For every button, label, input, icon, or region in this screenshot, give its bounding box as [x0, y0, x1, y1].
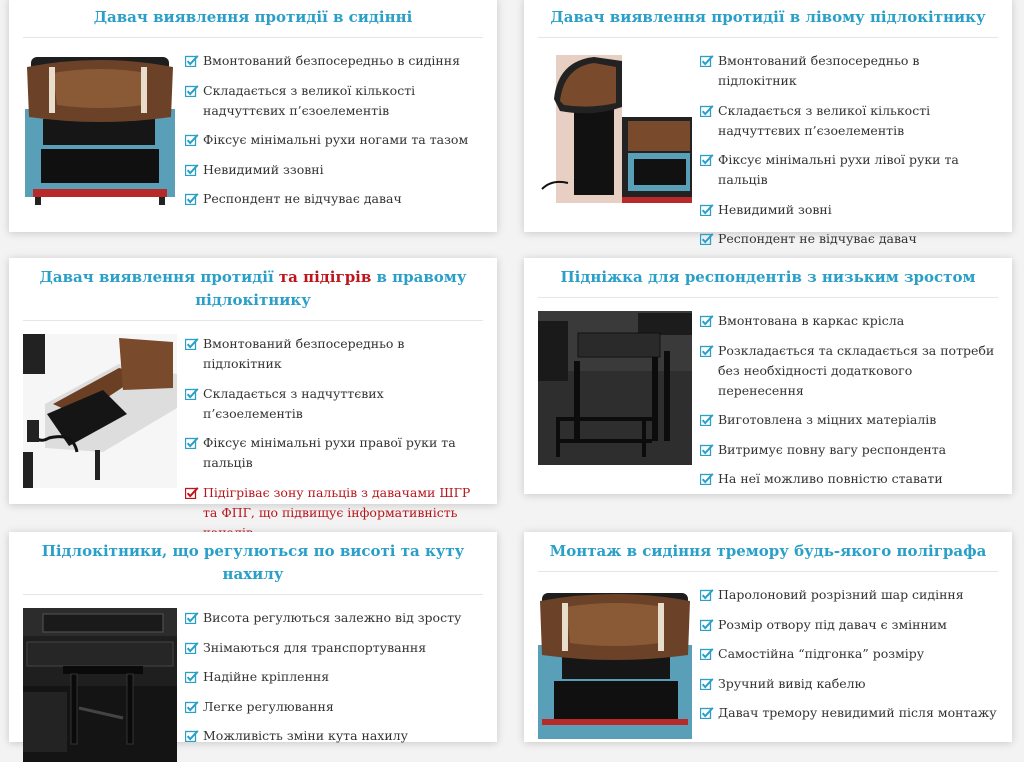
- list-item: Фіксує мінімальні рухи лівої руки та пальців: [700, 150, 998, 190]
- list-item: Вмонтований безпосередньо в сидіння: [185, 51, 483, 71]
- card-title: Давач виявлення протидії та підігрів в правому підлокітнику: [23, 258, 483, 321]
- check-icon: [700, 440, 718, 460]
- check-icon: [185, 130, 203, 150]
- list-item: Розкладається та складається за потреби без необхідності додаткового перенесення: [700, 341, 998, 401]
- feature-list: [185, 51, 483, 219]
- list-item: Давач тремору невидимий після монтажу: [700, 703, 998, 723]
- card-title: Давач виявлення протидії в сидінні: [23, 0, 483, 38]
- feature-card-seat-sensor: [9, 0, 497, 232]
- seat-sensor-photo: [23, 51, 177, 205]
- feature-list: [700, 311, 998, 499]
- list-item: Витримує повну вагу респондента: [700, 440, 998, 460]
- feature-card-tremor-sensor-mount: [524, 532, 1012, 742]
- feature-list: [700, 51, 998, 259]
- check-icon: [185, 667, 203, 687]
- card-title: Підлокітники, що регулються по висоті та куту нахилу: [23, 532, 483, 595]
- list-item: Висота регулються залежно від зросту: [185, 608, 483, 628]
- list-item: Респондент не відчуває давач: [185, 189, 483, 209]
- list-item: Вмонтований безпосередньо в підлокітник: [185, 334, 483, 374]
- check-icon: [185, 384, 203, 404]
- list-item: Зручний вивід кабелю: [700, 674, 998, 694]
- check-icon: [700, 51, 718, 71]
- check-icon: [185, 189, 203, 209]
- list-item: Складається з великої кількості надчуттєвих п’єзоелементів: [700, 101, 998, 141]
- check-icon: [185, 160, 203, 180]
- list-item: Надійне кріплення: [185, 667, 483, 687]
- list-item: На неї можливо повністю ставати: [700, 469, 998, 489]
- adjustable-armrests-photo: [23, 608, 177, 762]
- list-item: Розмір отвору під давач є змінним: [700, 615, 998, 635]
- check-icon: [700, 341, 718, 361]
- check-icon: [700, 150, 718, 170]
- check-icon: [700, 410, 718, 430]
- check-icon: [700, 585, 718, 605]
- list-item-highlight: Підігріває зону пальців з давачами ШГР та ФПГ, що підвищує інформативність: [185, 483, 483, 543]
- feature-list: [185, 608, 483, 762]
- list-item: Знімаються для транспортування: [185, 638, 483, 658]
- check-icon: [185, 638, 203, 658]
- feature-card-left-armrest-sensor: [524, 0, 1012, 246]
- list-item: Вмонтований безпосередньо в підлокітник: [700, 51, 998, 91]
- list-item: Можливість зміни кута нахилу: [185, 726, 483, 746]
- feature-list: [700, 585, 998, 739]
- list-item: Складається з надчуттєвих п’єзоелементів: [185, 384, 483, 424]
- check-icon: [700, 101, 718, 121]
- check-icon: [185, 608, 203, 628]
- feature-card-right-armrest-heater: [9, 258, 497, 520]
- check-icon: [700, 615, 718, 635]
- card-title: Давач виявлення протидії в лівому підлокітнику: [538, 0, 998, 38]
- card-title: Підніжка для респондентів з низьким зростом: [538, 258, 998, 298]
- right-armrest-heater-photo: [23, 334, 177, 488]
- card-title: Монтаж в сидіння тремору будь-якого поліграфа: [538, 532, 998, 572]
- feature-list: [185, 334, 483, 552]
- check-icon: [700, 200, 718, 220]
- list-item: Невидимий ззовні: [185, 160, 483, 180]
- check-icon: [700, 703, 718, 723]
- list-item: Легке регулювання: [185, 697, 483, 717]
- tremor-sensor-mount-photo: [538, 585, 692, 739]
- check-icon: [185, 334, 203, 354]
- check-icon: [185, 726, 203, 746]
- list-item: Респондент не відчуває давач: [700, 229, 998, 249]
- title-highlight: та підігрів: [278, 268, 372, 286]
- list-item: Невидимий зовні: [700, 200, 998, 220]
- check-icon: [700, 674, 718, 694]
- footrest-photo: [538, 311, 692, 465]
- check-icon: [700, 229, 718, 249]
- check-icon: [185, 483, 203, 503]
- left-armrest-sensor-photo: [538, 51, 692, 205]
- check-icon: [700, 644, 718, 664]
- check-icon: [185, 433, 203, 453]
- check-icon: [185, 51, 203, 71]
- check-icon: [185, 697, 203, 717]
- list-item: Фіксує мінімальні рухи ногами та тазом: [185, 130, 483, 150]
- check-icon: [700, 311, 718, 331]
- list-item: Самостійна “підгонка” розміру: [700, 644, 998, 664]
- list-item: Складається з великої кількості надчуттєвих п’єзоелементів: [185, 81, 483, 121]
- feature-card-adjustable-armrests: [9, 532, 497, 742]
- list-item: Вмонтована в каркас крісла: [700, 311, 998, 331]
- list-item: Фіксує мінімальні рухи правої руки та пальців: [185, 433, 483, 473]
- list-item: Виготовлена з міцних матеріалів: [700, 410, 998, 430]
- list-item: Паролоновий розрізний шар сидіння: [700, 585, 998, 605]
- check-icon: [185, 81, 203, 101]
- check-icon: [700, 469, 718, 489]
- feature-card-footrest: [524, 258, 1012, 494]
